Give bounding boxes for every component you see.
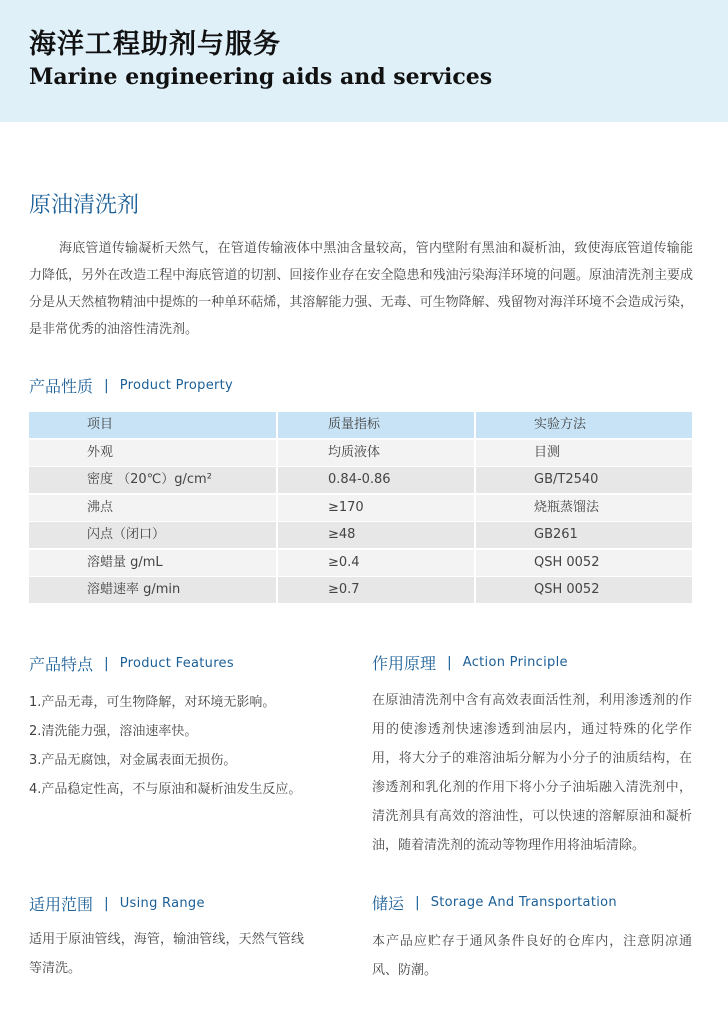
table-header-cell: 项目 xyxy=(29,412,276,438)
table-header-cell: 实验方法 xyxy=(476,412,692,438)
property-table xyxy=(29,412,692,605)
list-item: 4.产品稳定性高，不与原油和凝析油发生反应。 xyxy=(29,782,302,797)
list-item: 1.产品无毒，可生物降解，对环境无影响。 xyxy=(29,695,276,710)
table-cell-method: QSH 0052 xyxy=(476,577,692,603)
table-cell-spec: ≥0.4 xyxy=(278,550,474,576)
table-row xyxy=(29,440,692,466)
table-row xyxy=(29,467,692,493)
table-cell-item: 密度 （20℃）g/cm² xyxy=(29,467,276,493)
table-row xyxy=(29,577,692,603)
features-title-cn: 产品特点 xyxy=(29,655,94,674)
features-title-en: Product Features xyxy=(119,656,234,671)
table-cell-spec: ≥48 xyxy=(278,522,474,548)
principle-text: 在原油清洗剂中含有高效表面活性剂，利用渗透剂的作用的使渗透剂快速渗透到油层内，通过特殊的化学作用，将大分子的难溶油垢分解为小分子的油质结构，在渗透剂和乳化剂的作用下将小分子油垢融入清洗剂中，清洗剂具有高效的溶油性，可以快速的溶解原油和凝析油，随着清洗剂的流动等物理作用将油垢清除。 xyxy=(372,693,692,853)
list-item: 2.清洗能力强，溶油速率快。 xyxy=(29,724,198,739)
table-cell-method: QSH 0052 xyxy=(476,550,692,576)
principle-title-cn: 作用原理 xyxy=(372,654,437,673)
features-section-heading xyxy=(29,652,234,675)
table-cell-item: 溶蜡速率 g/min xyxy=(29,577,276,603)
table-cell-item: 外观 xyxy=(29,440,276,466)
table-row xyxy=(29,495,692,521)
range-section-heading xyxy=(29,892,205,915)
storage-section-heading xyxy=(372,891,617,914)
principle-title-en: Action Principle xyxy=(462,655,568,670)
storage-title-en: Storage And Transportation xyxy=(430,895,617,910)
table-cell-method: 烧瓶蒸馏法 xyxy=(476,495,692,521)
heading-separator: | xyxy=(104,895,109,912)
table-cell-method: 目测 xyxy=(476,440,692,466)
principle-section-heading xyxy=(372,651,568,674)
table-header-cell: 质量指标 xyxy=(278,412,474,438)
list-item: 3.产品无腐蚀，对金属表面无损伤。 xyxy=(29,753,237,768)
range-title-en: Using Range xyxy=(119,896,205,911)
range-title-cn: 适用范围 xyxy=(29,895,94,914)
table-header-row xyxy=(29,412,692,438)
heading-separator: | xyxy=(104,377,109,394)
table-cell-spec: ≥0.7 xyxy=(278,577,474,603)
table-cell-item: 溶蜡量 g/mL xyxy=(29,550,276,576)
heading-separator: | xyxy=(104,655,109,672)
range-text: 适用于原油管线，海管，输油管线，天然气管线等清洗。 xyxy=(29,932,304,976)
table-row xyxy=(29,550,692,576)
table-cell-item: 沸点 xyxy=(29,495,276,521)
product-title: 原油清洗剂 xyxy=(29,193,140,218)
storage-title-cn: 储运 xyxy=(372,894,405,913)
storage-text: 本产品应贮存于通风条件良好的仓库内，注意阴凉通风、防潮。 xyxy=(372,934,692,978)
product-intro: 海底管道传输凝析天然气，在管道传输液体中黑油含量较高，管内壁附有黑油和凝析油，致使海底管道传输能力降低，另外在改造工程中海底管道的切割、回接作业存在安全隐患和残油污染海洋环境的问题。原油清洗剂主要成分是从天然植物精油中提炼的一种单环萜烯，其溶解能力强、无毒、可生物降解、残留物对海洋环境不会造成污染，是非常优秀的油溶性清洗剂。 xyxy=(29,241,693,337)
table-row xyxy=(29,522,692,548)
table-cell-method: GB/T2540 xyxy=(476,467,692,493)
heading-separator: | xyxy=(447,654,452,671)
header-title-en: Marine engineering aids and services xyxy=(29,64,493,90)
table-cell-method: GB261 xyxy=(476,522,692,548)
features-list xyxy=(29,688,301,804)
table-cell-spec: 均质液体 xyxy=(278,440,474,466)
property-title-cn: 产品性质 xyxy=(29,377,94,396)
table-cell-spec: 0.84-0.86 xyxy=(278,467,474,493)
table-cell-spec: ≥170 xyxy=(278,495,474,521)
header-title-cn: 海洋工程助剂与服务 xyxy=(29,29,281,60)
property-section-heading xyxy=(29,374,233,397)
header-banner xyxy=(0,0,728,122)
heading-separator: | xyxy=(415,894,420,911)
property-title-en: Product Property xyxy=(119,378,234,393)
table-cell-item: 闪点（闭口） xyxy=(29,522,276,548)
